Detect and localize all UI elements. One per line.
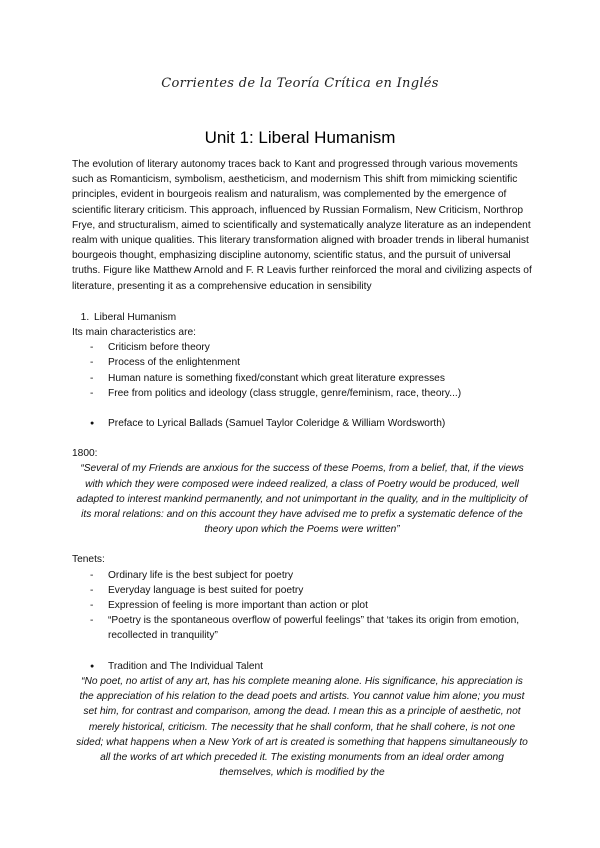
- list-item: - Expression of feeling is more important than action or plot: [90, 598, 532, 613]
- spacer: [72, 401, 532, 416]
- list-item: - Free from politics and ideology (class struggle, genre/feminism, race, theory...): [90, 386, 532, 401]
- list-item: - “Poetry is the spontaneous overflow of powerful feelings” that ‘takes its origin from emotion, recollected in tranquility”: [90, 613, 532, 643]
- section-heading: 1. Liberal Humanism: [92, 310, 532, 325]
- bullet-list: [72, 416, 532, 431]
- numbered-list: [72, 310, 532, 325]
- list-item: - Criticism before theory: [90, 340, 532, 355]
- characteristics-label: Its main characteristics are:: [72, 327, 196, 339]
- list-item: - Process of the enlightenment: [90, 355, 532, 370]
- list-item: - Ordinary life is the best subject for poetry: [90, 568, 532, 583]
- preface-bullet: ● Preface to Lyrical Ballads (Samuel Taylor Coleridge & William Wordsworth): [90, 416, 532, 431]
- year-label: 1800:: [72, 448, 98, 460]
- document-body: [72, 157, 532, 780]
- characteristics-list: [72, 340, 532, 401]
- spacer: [72, 431, 532, 446]
- bullet-list: [72, 659, 532, 674]
- list-item: - Everyday language is best suited for poetry: [90, 583, 532, 598]
- tradition-bullet: ● Tradition and The Individual Talent: [90, 659, 532, 674]
- tenets-label: Tenets:: [72, 554, 105, 566]
- tenets-list: [72, 568, 532, 644]
- wordsworth-quote: “Several of my Friends are anxious for the success of these Poems, from a belief, that, if the views with which they were composed were indeed realized, a class of Poetry would be produced, well adapted to interest mankind permanently, and not unimportant in the quality, and in the multiplicity of its moral relations: and on this account they have advised me to prefix a systematic defence of the theory upon which the Poems were written”: [76, 463, 528, 536]
- page-header: Corrientes de la Teoría Crítica en Inglés: [161, 76, 439, 91]
- list-item: - Human nature is something fixed/constant which great literature expresses: [90, 371, 532, 386]
- intro-paragraph: The evolution of literary autonomy traces back to Kant and progressed through various movements such as Romanticism, symbolism, aestheticism, and modernism This shift from mimicking scientific principles, evident in bourgeois realism and naturalism, was complemented by the emergence of scientific literary criticism. This approach, influenced by Russian Formalism, New Criticism, Northrop Frye, and structuralism, aimed to scientifically and systematically analyze literature as an independent realm with unique qualities. This literary transformation aligned with broader trends in liberal humanist bourgeois thought, emphasizing discipline autonomy, scientific status, and the pursuit of universal truths. Figure like Matthew Arnold and F. R Leavis further reinforced the moral and civilizing aspects of literature, presenting it as a comprehensive education in sensibility: [72, 159, 532, 292]
- spacer: [72, 644, 532, 659]
- eliot-quote: “No poet, no artist of any art, has his complete meaning alone. His significance, his appreciation is the appreciation of his relation to the dead poets and artists. You cannot value him alone; you must set him, for contrast and comparison, among the dead. I mean this as a principle of aesthetic, not merely historical, criticism. The necessity that he shall conform, that he shall cohere, is not one sided; what happens when a New York of art is created is something that happens simultaneously to all the works of art which preceded it. The existing monuments from an ideal order among themselves, which is modified by the: [76, 675, 528, 779]
- spacer: [72, 537, 532, 552]
- page-title: Unit 1: Liberal Humanism: [204, 128, 396, 147]
